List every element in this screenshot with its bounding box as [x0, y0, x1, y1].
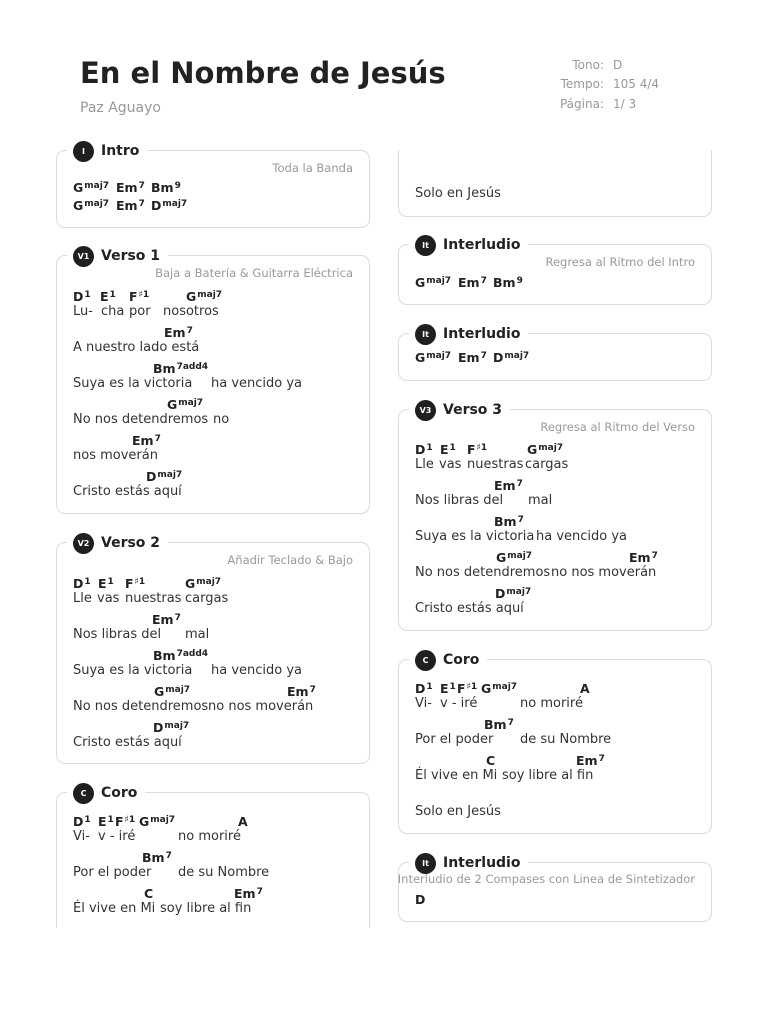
chord-extension: ♯1	[134, 577, 146, 587]
song-meta	[560, 58, 720, 116]
chord-root: D	[73, 814, 84, 829]
chord	[73, 814, 91, 829]
chord-root: C	[144, 886, 154, 901]
chord-extension: 1	[109, 290, 116, 300]
lyric: ha vencido ya	[211, 376, 303, 391]
chord-root: F	[125, 576, 134, 591]
lyric-line	[415, 804, 703, 822]
chord-extension: 7	[138, 199, 145, 209]
lyric-line	[73, 412, 361, 430]
section-verso-1	[56, 248, 370, 514]
chord	[142, 850, 172, 865]
chord-extension: maj7	[150, 815, 176, 825]
chord	[167, 397, 203, 412]
chord-root: F	[129, 289, 138, 304]
chord-extension: ♯1	[124, 815, 136, 825]
chord-line	[73, 198, 361, 216]
chord	[467, 442, 487, 457]
lyric-line	[415, 493, 703, 511]
chord	[125, 576, 145, 591]
chord	[152, 612, 181, 627]
chord-extension: maj7	[164, 721, 190, 731]
chord-extension: 7	[256, 887, 263, 897]
chord-extension: maj7	[197, 290, 223, 300]
section-header	[67, 781, 145, 805]
lyric: Suya es la victoria	[73, 376, 193, 391]
lyric: cargas	[525, 457, 569, 472]
chord-root: Bm	[153, 648, 176, 663]
lyric: Lle	[415, 457, 434, 472]
section-header	[409, 648, 487, 672]
section-note: Añadir Teclado & Bajo	[227, 553, 353, 567]
chord	[100, 289, 116, 304]
chord	[440, 442, 456, 457]
section-header	[67, 244, 168, 268]
chord-extension: 7	[598, 754, 605, 764]
lyric: Solo en Jesús	[415, 804, 501, 819]
chord	[494, 514, 524, 529]
chord	[440, 681, 456, 696]
chord-root: Em	[164, 325, 186, 340]
section-note: Toda la Banda	[272, 161, 353, 175]
lyric: Él vive en Mi	[415, 768, 498, 783]
chord	[151, 180, 181, 195]
lyric: ha vencido ya	[536, 529, 628, 544]
lyric: cha	[101, 304, 125, 319]
section-coro-1-continued	[398, 150, 712, 217]
chord-root: G	[415, 275, 426, 290]
lyric-line	[415, 565, 703, 583]
chord-root: Em	[458, 350, 480, 365]
chord-root: Bm	[494, 514, 517, 529]
section-verso-3	[398, 402, 712, 631]
lyric-line	[73, 591, 361, 609]
section-interludio-1	[398, 237, 712, 305]
lyric: Cristo estás aquí	[73, 484, 182, 499]
chord	[234, 886, 263, 901]
chord-extension: 1	[426, 443, 433, 453]
chord	[116, 198, 145, 213]
chord-extension: maj7	[426, 351, 452, 361]
chord-extension: ♯1	[466, 682, 478, 692]
chord-root: A	[238, 814, 248, 829]
chord	[129, 289, 149, 304]
lyric: vas	[439, 457, 462, 472]
chord-root: G	[415, 350, 426, 365]
meta-label: Tempo:	[560, 77, 604, 91]
section-note: Interludio de 2 Compases con Linea de Sintetizador	[397, 872, 695, 886]
song-title: En el Nombre de Jesús	[80, 56, 446, 90]
chord	[493, 275, 523, 290]
section-badge: It	[415, 324, 436, 345]
chord-root: G	[73, 180, 84, 195]
section-interludio-3	[397, 855, 712, 922]
chord-extension: maj7	[504, 351, 530, 361]
chord-extension: ♯1	[476, 443, 488, 453]
chord-root: F	[115, 814, 124, 829]
chord	[496, 550, 532, 565]
lyric-line	[73, 304, 361, 322]
chord-root: F	[457, 681, 466, 696]
lyric-line	[73, 663, 361, 681]
section-name: Coro	[443, 652, 480, 668]
chord-extension: 7	[309, 685, 316, 695]
section-coro-2	[398, 652, 712, 834]
lyric: mal	[185, 627, 210, 642]
chord	[415, 681, 433, 696]
chord-root: E	[98, 576, 107, 591]
lyric-line	[415, 529, 703, 547]
section-badge: I	[73, 141, 94, 162]
chord-root: G	[154, 684, 165, 699]
chord	[580, 681, 590, 696]
chord-extension: maj7	[492, 682, 518, 692]
chord-line	[415, 275, 703, 293]
chord-root: Em	[287, 684, 309, 699]
chord-root: F	[467, 442, 476, 457]
chord-extension: 7	[651, 551, 658, 561]
chord-root: D	[146, 469, 157, 484]
chord-extension: 1	[107, 577, 114, 587]
chord-root: E	[100, 289, 109, 304]
chord	[484, 717, 514, 732]
meta-value: D	[613, 58, 623, 72]
chord	[629, 550, 658, 565]
section-header	[409, 322, 528, 346]
section-name: Interludio	[443, 855, 521, 871]
lyric: A nuestro lado está	[73, 340, 200, 355]
meta-label: Página:	[559, 97, 604, 111]
chord-extension: maj7	[165, 685, 191, 695]
chord-line	[415, 350, 703, 368]
chord-root: Bm	[151, 180, 174, 195]
lyric-line	[415, 696, 703, 714]
chord-extension: maj7	[178, 398, 204, 408]
chord-root: G	[481, 681, 492, 696]
lyric: de su Nombre	[520, 732, 612, 747]
chord-root: G	[186, 289, 197, 304]
lyric: no	[213, 412, 230, 427]
chord	[486, 753, 495, 768]
lyric-line	[415, 732, 703, 750]
chord	[153, 720, 189, 735]
lyric-line	[415, 457, 703, 475]
section-intro	[56, 143, 370, 228]
chord	[493, 350, 529, 365]
section-name: Verso 2	[101, 535, 161, 551]
chord-extension: 7	[516, 479, 523, 489]
lyric: Cristo estás aquí	[73, 735, 182, 750]
lyric-line	[73, 484, 361, 502]
lyric: por	[129, 304, 151, 319]
chord-extension: 7	[480, 351, 487, 361]
chord-root: Em	[116, 180, 138, 195]
section-interludio-2	[398, 326, 712, 381]
lyric: de su Nombre	[178, 865, 270, 880]
chord	[132, 433, 161, 448]
lyric: v - iré	[98, 829, 136, 844]
chord-root: Em	[458, 275, 480, 290]
lyric: vas	[97, 591, 120, 606]
section-header	[67, 139, 147, 163]
chord	[415, 350, 451, 365]
meta-value: 105 4/4	[613, 77, 660, 91]
chord	[415, 892, 425, 907]
chord-line	[415, 892, 703, 910]
section-header	[67, 531, 168, 555]
chord-root: G	[185, 576, 196, 591]
lyric: ha vencido ya	[211, 663, 303, 678]
section-name: Interludio	[443, 326, 521, 342]
chord-root: G	[167, 397, 178, 412]
lyric: v - iré	[440, 696, 478, 711]
lyric: nuestras	[125, 591, 182, 606]
lyric-line	[73, 865, 361, 883]
meta-tempo	[560, 77, 720, 96]
section-badge: C	[415, 650, 436, 671]
song-artist: Paz Aguayo	[80, 100, 161, 116]
chord-root: D	[73, 576, 84, 591]
lyric: Vi-	[415, 696, 432, 711]
chord-extension: maj7	[84, 181, 110, 191]
lyric: Él vive en Mi	[73, 901, 156, 916]
chord	[146, 469, 182, 484]
chord-extension: maj7	[157, 470, 183, 480]
chord-root: G	[73, 198, 84, 213]
chord	[73, 198, 109, 213]
chord	[73, 576, 91, 591]
chord-root: G	[139, 814, 150, 829]
lyric: Nos libras del	[73, 627, 162, 642]
section-badge: V2	[73, 533, 94, 554]
chord-extension: 1	[84, 815, 91, 825]
lyric-line	[415, 601, 703, 619]
lyric-line	[73, 340, 361, 358]
chord	[457, 681, 477, 696]
lyric: Suya es la victoria	[73, 663, 193, 678]
section-badge: It	[415, 235, 436, 256]
chord-extension: 7	[186, 326, 193, 336]
lyric-line	[73, 829, 361, 847]
section-header	[409, 398, 510, 422]
chord-root: Bm	[484, 717, 507, 732]
section-name: Verso 1	[101, 248, 161, 264]
chord-extension: maj7	[196, 577, 222, 587]
lyric: soy libre al fin	[160, 901, 252, 916]
chord-root: E	[440, 442, 449, 457]
lyric-line	[73, 448, 361, 466]
lyric-line	[73, 627, 361, 645]
chord-root: Em	[629, 550, 651, 565]
chord-extension: 1	[84, 577, 91, 587]
chord	[527, 442, 563, 457]
chord	[144, 886, 153, 901]
chord-extension: 1	[426, 682, 433, 692]
chord-root: D	[151, 198, 162, 213]
chord-root: G	[527, 442, 538, 457]
lyric: no moriré	[520, 696, 583, 711]
lyric: soy libre al fin	[502, 768, 594, 783]
section-name: Coro	[101, 785, 138, 801]
lyric: Por el poder	[73, 865, 152, 880]
chord-root: E	[440, 681, 449, 696]
chord-extension: 7	[154, 434, 161, 444]
section-name: Intro	[101, 143, 140, 159]
chord-extension: 9	[174, 181, 181, 191]
lyric: nosotros	[163, 304, 219, 319]
lyric-line	[73, 901, 361, 919]
chord-extension: maj7	[507, 551, 533, 561]
chord-extension: 7	[174, 613, 181, 623]
chord-root: Em	[494, 478, 516, 493]
chord-extension: maj7	[506, 587, 532, 597]
chord-root: A	[580, 681, 590, 696]
chord-line	[73, 180, 361, 198]
chord-root: Bm	[493, 275, 516, 290]
chord-root: D	[153, 720, 164, 735]
chord-root: D	[73, 289, 84, 304]
chord-extension: 7add4	[176, 362, 209, 372]
chord	[98, 814, 114, 829]
chord-extension: 7	[138, 181, 145, 191]
chord-extension: maj7	[538, 443, 564, 453]
chord-root: D	[415, 681, 426, 696]
chord-extension: 7	[480, 276, 487, 286]
section-name: Verso 3	[443, 402, 503, 418]
chord-extension: 1	[84, 290, 91, 300]
chord-root: C	[486, 753, 496, 768]
lyric-line	[73, 699, 361, 717]
chord	[116, 180, 145, 195]
section-badge: C	[73, 783, 94, 804]
chord-extension: ♯1	[138, 290, 150, 300]
lyric-line	[415, 768, 703, 786]
chord-root: D	[495, 586, 506, 601]
chord-extension: 1	[449, 443, 456, 453]
meta-value: 1/ 3	[613, 97, 637, 111]
chord	[458, 275, 487, 290]
chord-root: D	[415, 442, 426, 457]
chord	[164, 325, 193, 340]
section-badge: V1	[73, 246, 94, 267]
chord-extension: 1	[107, 815, 114, 825]
chord-extension: maj7	[426, 276, 452, 286]
section-verso-2	[56, 535, 370, 764]
chord	[238, 814, 248, 829]
lyric: nuestras	[467, 457, 524, 472]
lyric: Lle	[73, 591, 92, 606]
section-name: Interludio	[443, 237, 521, 253]
lyric: mal	[528, 493, 553, 508]
section-badge: It	[415, 853, 436, 874]
chord-root: G	[496, 550, 507, 565]
chord	[154, 684, 190, 699]
chord	[115, 814, 135, 829]
chord	[494, 478, 523, 493]
chord-root: Em	[152, 612, 174, 627]
chord	[576, 753, 605, 768]
chord	[151, 198, 187, 213]
chord-extension: maj7	[84, 199, 110, 209]
lyric: No nos detendremos	[73, 699, 209, 714]
section-note: Regresa al Ritmo del Verso	[540, 420, 695, 434]
lyric: Vi-	[73, 829, 90, 844]
chord	[415, 442, 433, 457]
section-note: Regresa al Ritmo del Intro	[545, 255, 695, 269]
chord	[287, 684, 316, 699]
section-header	[409, 233, 528, 257]
meta-key	[560, 58, 720, 77]
chord-extension: 7	[165, 851, 172, 861]
section-note: Baja a Batería & Guitarra Eléctrica	[155, 266, 353, 280]
chord	[98, 576, 114, 591]
chord-extension: 7	[517, 515, 524, 525]
section-coro-1	[56, 785, 370, 928]
chord-extension: 1	[449, 682, 456, 692]
chord-root: Em	[576, 753, 598, 768]
chord	[481, 681, 517, 696]
chord-root: D	[493, 350, 504, 365]
chord	[458, 350, 487, 365]
lyric: no nos moverán	[551, 565, 657, 580]
lyric-line	[415, 186, 703, 204]
chord	[73, 180, 109, 195]
chord-root: D	[415, 892, 426, 907]
chord	[153, 361, 208, 376]
chord-extension: 7add4	[176, 649, 209, 659]
lyric: Por el poder	[415, 732, 494, 747]
chord-extension: 7	[507, 718, 514, 728]
chord-root: Em	[132, 433, 154, 448]
chord-root: E	[98, 814, 107, 829]
lyric: Suya es la victoria	[415, 529, 535, 544]
lyric: Solo en Jesús	[415, 186, 501, 201]
lyric: no moriré	[178, 829, 241, 844]
lyric: Cristo estás aquí	[415, 601, 524, 616]
lyric: no nos moverán	[208, 699, 314, 714]
lyric: No nos detendremos	[73, 412, 209, 427]
chord-root: Em	[116, 198, 138, 213]
lyric: Nos libras del	[415, 493, 504, 508]
lyric: Lu-	[73, 304, 93, 319]
meta-page	[560, 97, 720, 116]
chord-extension: maj7	[162, 199, 188, 209]
lyric-line	[73, 376, 361, 394]
lyric: nos moverán	[73, 448, 158, 463]
chord	[495, 586, 531, 601]
chord	[73, 289, 91, 304]
chord	[139, 814, 175, 829]
chord-extension: 9	[516, 276, 523, 286]
chord-root: Bm	[142, 850, 165, 865]
chord	[186, 289, 222, 304]
chord-root: Em	[234, 886, 256, 901]
meta-label: Tono:	[572, 58, 604, 72]
lyric: cargas	[185, 591, 229, 606]
chord	[185, 576, 221, 591]
lyric-line	[73, 735, 361, 753]
lyric: No nos detendremos	[415, 565, 551, 580]
section-badge: V3	[415, 400, 436, 421]
chord-root: Bm	[153, 361, 176, 376]
chord	[415, 275, 451, 290]
chord	[153, 648, 208, 663]
